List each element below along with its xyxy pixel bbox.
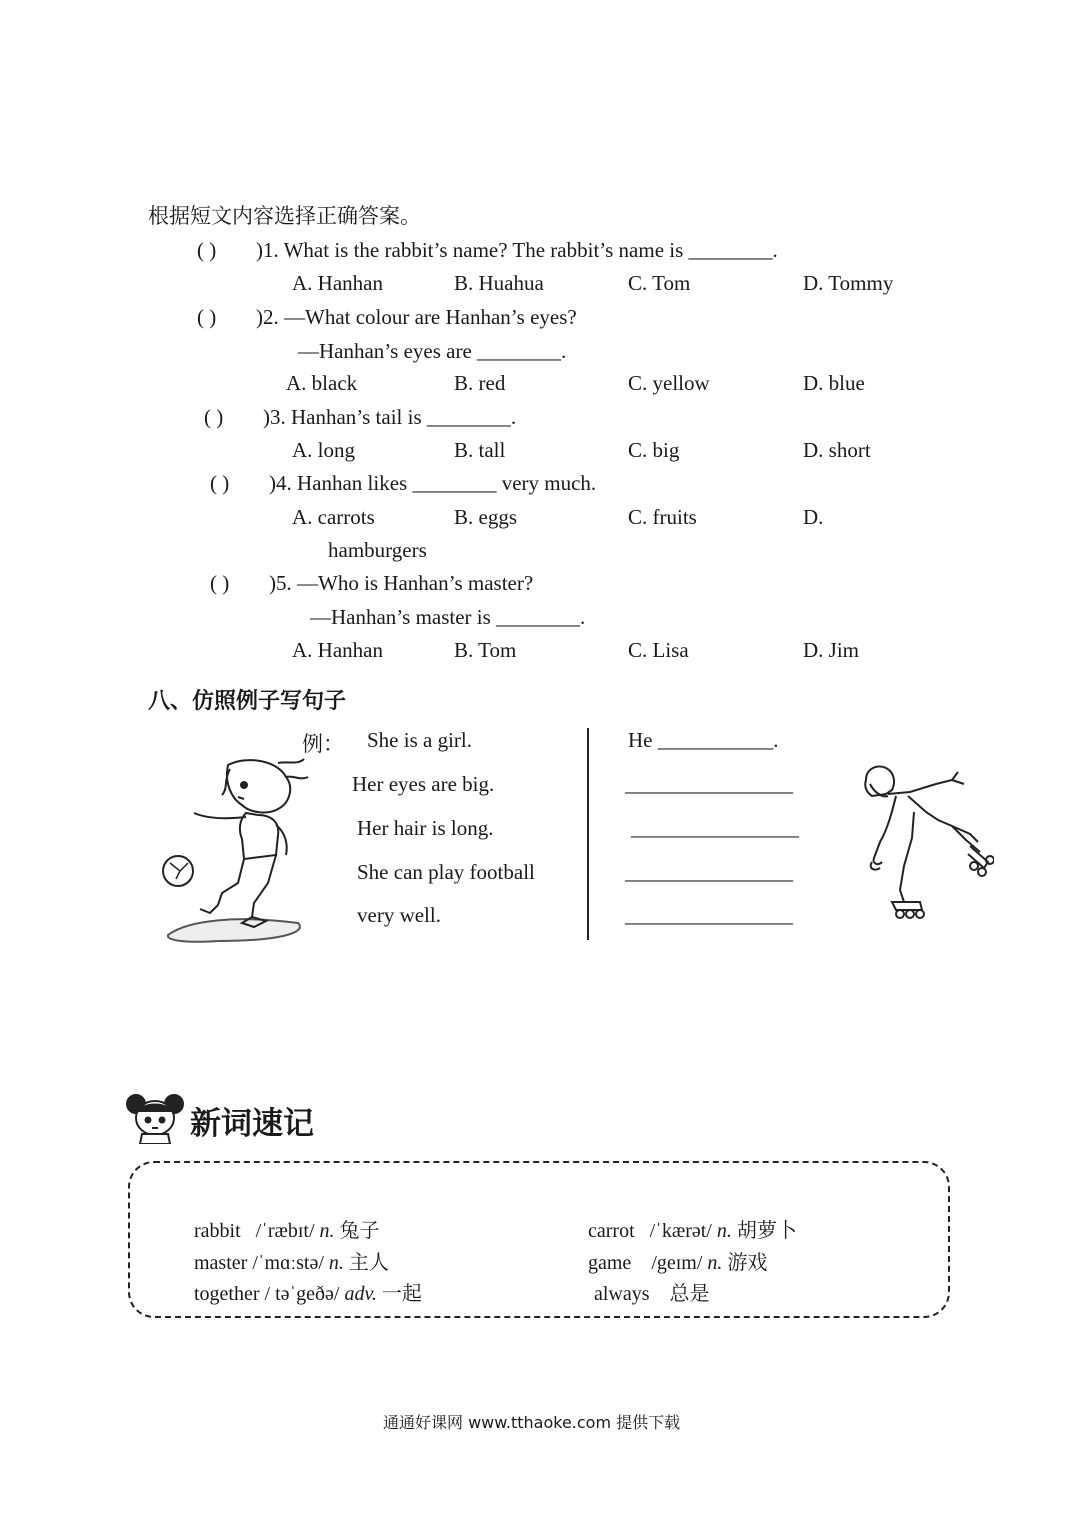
answer-line-2[interactable]: ________________ xyxy=(625,772,793,796)
q4-option-c: C. fruits xyxy=(628,505,697,529)
q5-option-b: B. Tom xyxy=(454,638,517,662)
question-4-bracket[interactable]: ( ) xyxy=(210,471,230,495)
q4-option-d: D. xyxy=(803,505,824,529)
q4-option-d-text: hamburgers xyxy=(328,538,427,562)
vocab-item-always: always 总是 xyxy=(594,1281,710,1305)
vocab-item-game: game /geɪm/ n. 游戏 xyxy=(588,1250,768,1274)
boy-rollerskating-illustration xyxy=(852,762,994,922)
example-line-1: She is a girl. xyxy=(367,728,472,752)
q1-option-c: C. Tom xyxy=(628,271,691,295)
q2-option-a: A. black xyxy=(286,371,358,395)
q2-option-d: D. blue xyxy=(803,371,865,395)
example-line-3: Her hair is long. xyxy=(357,816,494,840)
vocab-item-together: together / təˈgeðə/ adv. 一起 xyxy=(194,1281,422,1305)
q3-option-d: D. short xyxy=(803,438,871,462)
column-divider xyxy=(587,728,589,940)
question-3-stem: )3. Hanhan’s tail is ________. xyxy=(263,405,517,429)
vocab-item-rabbit: rabbit /ˈræbɪt/ n. 兔子 xyxy=(194,1218,380,1242)
example-label: 例： xyxy=(302,732,344,756)
answer-bracket[interactable]: ( ) xyxy=(197,238,217,262)
q5-option-d: D. Jim xyxy=(803,638,860,662)
question-5-stem: )5. —Who is Hanhan’s master? xyxy=(269,571,534,595)
q3-option-c: C. big xyxy=(628,438,680,462)
panda-girl-icon xyxy=(124,1092,186,1144)
q4-option-a: A. carrots xyxy=(292,505,375,529)
answer-line-5[interactable]: ________________ xyxy=(625,903,793,927)
q5-option-a: A. Hanhan xyxy=(292,638,383,662)
example-line-2: Her eyes are big. xyxy=(352,772,495,796)
q4-option-b: B. eggs xyxy=(454,505,517,529)
question-5-bracket[interactable]: ( ) xyxy=(210,571,230,595)
q1-option-a: A. Hanhan xyxy=(292,271,383,295)
example-line-4: She can play football xyxy=(357,860,535,884)
answer-line-1[interactable]: He ___________. xyxy=(628,728,779,752)
vocab-item-master: master /ˈmɑːstə/ n. 主人 xyxy=(194,1250,389,1274)
question-5-line2: —Hanhan’s master is ________. xyxy=(310,605,586,629)
section-8-heading: 八、仿照例子写句子 xyxy=(148,689,347,714)
q3-option-b: B. tall xyxy=(454,438,506,462)
vocab-item-carrot: carrot /ˈkærət/ n. 胡萝卜 xyxy=(588,1218,797,1242)
example-line-5: very well. xyxy=(357,903,441,927)
answer-line-3[interactable]: ________________ xyxy=(631,816,799,840)
question-2-bracket[interactable]: ( ) xyxy=(197,305,217,329)
question-2-line2: —Hanhan’s eyes are ________. xyxy=(298,339,567,363)
question-4-stem: )4. Hanhan likes ________ very much. xyxy=(269,471,597,495)
q5-option-c: C. Lisa xyxy=(628,638,689,662)
girl-football-illustration xyxy=(158,755,318,947)
answer-line-4[interactable]: ________________ xyxy=(625,860,793,884)
q1-option-b: B. Huahua xyxy=(454,271,544,295)
page-footer: 通通好课网 www.tthaoke.com 提供下载 xyxy=(383,1413,681,1432)
question-2-stem: )2. —What colour are Hanhan’s eyes? xyxy=(256,305,577,329)
vocab-title: 新词速记 xyxy=(190,1106,314,1142)
q2-option-c: C. yellow xyxy=(628,371,710,395)
question-1-stem: )1. What is the rabbit’s name? The rabbit’s name is ________. xyxy=(256,238,778,262)
q3-option-a: A. long xyxy=(292,438,355,462)
q1-option-d: D. Tommy xyxy=(803,271,894,295)
q2-option-b: B. red xyxy=(454,371,506,395)
section-intro: 根据短文内容选择正确答案。 xyxy=(148,204,421,228)
question-3-bracket[interactable]: ( ) xyxy=(204,405,224,429)
